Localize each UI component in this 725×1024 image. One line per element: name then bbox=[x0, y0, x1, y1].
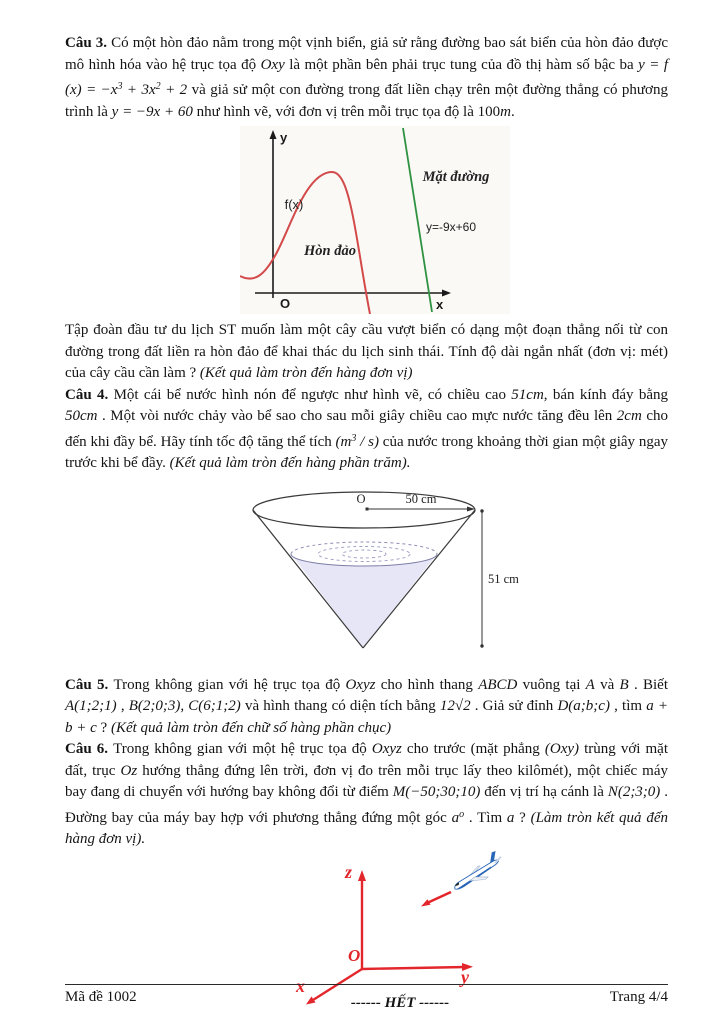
graph-origin-label: O bbox=[280, 296, 291, 311]
water-ring-inner bbox=[342, 550, 386, 558]
road-label: Mặt đường bbox=[422, 169, 490, 185]
question-5-paragraph: Câu 5. Trong không gian với hệ trục tọa độ Oxyz cho hình thang ABCD vuông tại A và B . Biết A(1;2;1) , B(2;0;3), C(6;1;2) và hình thang có diện tích bằng 12√2 . Giả sử đỉnh D(a;b;c) , tìm a + b + c ? (Kết quả làm tròn đến chữ số hàng phần chục) bbox=[65, 676, 669, 736]
y-axis-3d bbox=[362, 967, 465, 969]
graph-figure bbox=[240, 126, 510, 314]
origin-3d-label: O bbox=[348, 945, 361, 965]
graph-y-label: y bbox=[280, 130, 288, 145]
water-ring-middle bbox=[318, 546, 410, 561]
end-of-exam-marker: ------ HẾT ------ bbox=[350, 994, 450, 1011]
question-4-paragraph: Câu 4. Một cái bể nước hình nón để ngược như hình vẽ, có chiều cao 51cm, bán kính đáy bằng 50cm . Một vòi nước chảy vào bể sao cho sau mỗi giây chiều cao mực nước tăng đều lên 2cm cho đến khi đầy bể. Hãy tính tốc độ tăng thể tích $(m^3 / s)$ của nước trong khoảng thời gian một giây ngay trước khi bể đầy. (Kết quả làm tròn đến hàng phần trăm). bbox=[65, 386, 669, 471]
flight-arrow-head-icon bbox=[421, 899, 431, 906]
z-axis-label: z bbox=[345, 861, 353, 882]
flight-direction-arrow bbox=[426, 892, 451, 904]
graph-x-label: x bbox=[436, 297, 444, 312]
exam-code: Mã đề 1002 bbox=[65, 989, 137, 1005]
height-top-dot bbox=[480, 509, 483, 512]
x-axis-label: x bbox=[296, 975, 305, 996]
cone-svg bbox=[245, 477, 535, 671]
height-bottom-dot bbox=[480, 644, 483, 647]
st-bridge-paragraph: Tập đoàn đầu tư du lịch ST muốn làm một cây cầu vượt biển có dạng một đoạn thẳng nối từ con đường trong đất liền ra hòn đảo để khai thác du lịch sinh thái. Tính độ dài ngắn nhất (đơn vị: mét) của cây cầu cần làm ? (Kết quả làm tròn đến hàng đơn vị) bbox=[65, 322, 668, 381]
question-3-paragraph: Câu 3. Có một hòn đảo nằm trong một vịnh biển, giả sử rằng đường bao sát biển của hòn đảo được mô hình hóa vào hệ trục tọa độ Oxy là một phần bên phải trục tung của đồ thị hàm số bậc ba y = f $(x) = -x^3 + 3x^2 + 2$ và giả sử một con đường trong đất liền chạy trên một đường thẳng có phương trình là y = −9x + 60 như hình vẽ, với đơn vị trên mỗi trục tọa độ là 100m. bbox=[65, 35, 668, 120]
water-surface-back bbox=[291, 542, 437, 554]
cone-figure bbox=[245, 477, 535, 671]
page-footer bbox=[65, 984, 668, 1006]
island-label: Hòn đảo bbox=[304, 243, 356, 259]
graph-svg bbox=[240, 126, 510, 314]
cone-origin-label: O bbox=[356, 491, 366, 506]
airplane-icon bbox=[448, 851, 507, 894]
road-equation-label: y=-9x+60 bbox=[426, 220, 477, 234]
cone-radius-label: 50 cm bbox=[405, 491, 437, 506]
cone-height-label: 51 cm bbox=[488, 571, 519, 586]
water-fill bbox=[291, 554, 437, 648]
y-axis-label: y bbox=[461, 966, 469, 987]
z-axis-arrow-icon bbox=[358, 870, 366, 881]
curve-fx-label: f(x) bbox=[284, 197, 304, 212]
question-6-paragraph: Câu 6. Trong không gian với một hệ trục tọa độ Oxyz cho trước (mặt phẳng (Oxy) trùng với mặt đất, trục Oz hướng thẳng đứng lên trời, đơn vị đo trên mỗi trục lấy theo kilômét), một chiếc máy bay đang di chuyển với hướng bay không đổi từ điểm M(−50;30;10) đến vị trí hạ cánh là N(2;3;0) . Đường bay của máy bay hợp với phương thẳng đứng một góc $a^o$ . Tìm a ? (Làm tròn kết quả đến hàng đơn vị). bbox=[65, 741, 668, 847]
page-number: Trang 4/4 bbox=[609, 989, 668, 1005]
